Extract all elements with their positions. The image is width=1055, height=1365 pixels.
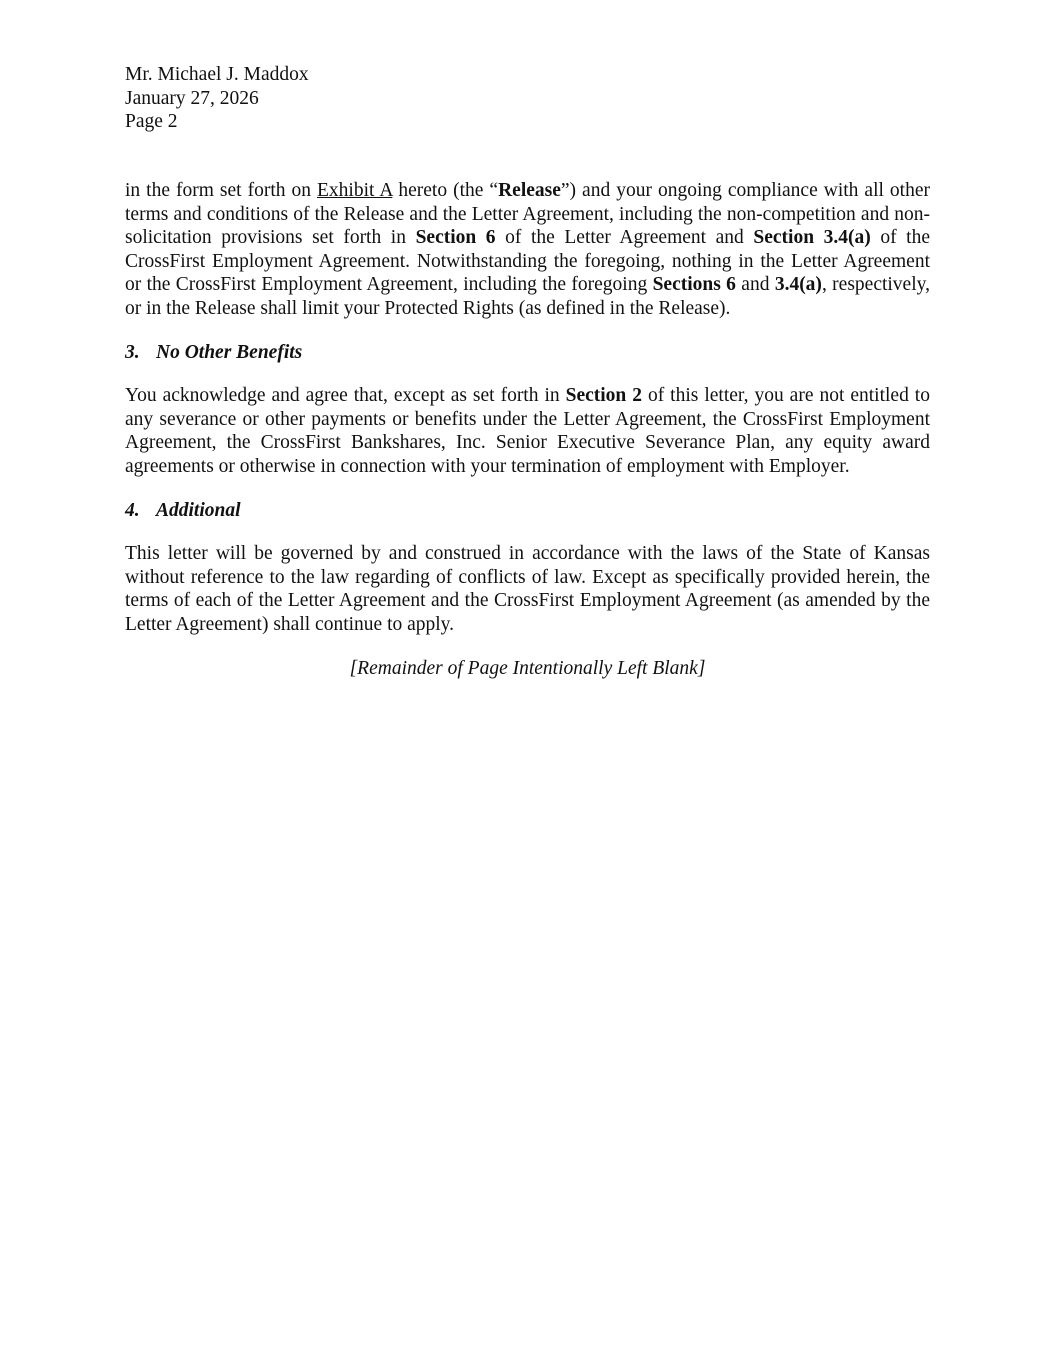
sub-3-4a-reference: 3.4(a) [774,274,822,296]
section-4-paragraph: This letter will be governed by and construed in accordance with the laws of the State of Kansas without reference to the law regarding of conflicts of law. Except as specifically provided herein, the terms of each of the Letter Agreement and the CrossFirst Employment Agreement (as amended by the Letter Agreement) shall continue to apply. [125,543,930,635]
section-3-4a-reference: Section 3.4(a) [753,227,871,249]
recipient-name: Mr. Michael J. Maddox [125,64,309,85]
page-number: Page 2 [125,111,178,132]
release-defined-term: Release [498,180,561,201]
sections-6-reference: Sections 6 [652,274,736,296]
text-run: and [735,274,775,296]
section-2-reference: Section 2 [565,385,642,407]
exhibit-a-reference: Exhibit A [317,180,393,201]
text-run: hereto (the “ [392,180,499,201]
section-3-heading [125,341,930,365]
text-run: of the Letter Agreement and [495,227,754,249]
section-4-number: 4. [125,499,140,521]
letter-body [125,179,930,680]
text-run: in the form set forth on [125,180,317,201]
release-paragraph [125,179,930,321]
text-run: of the CrossFirst Employment Agreement. Notwithstanding the foregoing, nothing in the Letter Agreement or the CrossFirst Employment Agreement, including the foregoing [125,227,930,296]
section-3-number: 3. [125,341,140,363]
section-3-title: No Other Benefits [156,341,303,363]
text-run: of this letter, you are not entitled to any severance or other payments or benefits under the Letter Agreement, the CrossFirst Employment Agreement, the CrossFirst Bankshares, Inc. Senior Executive Severance Plan, any equity award agreements or otherwise in connection with your termination of employment with Employer. [125,385,930,477]
section-3-paragraph [125,384,930,478]
letter-header [125,63,309,134]
letter-date: January 27, 2026 [125,87,259,109]
text-run: ”) and your ongoing compliance with all other terms and conditions of the Release and the Letter Agreement, including the non-competition and non-solicitation provisions set forth in [125,180,930,249]
section-4-title: Additional [156,499,241,521]
text-run: You acknowledge and agree that, except as set forth in [125,385,566,407]
remainder-blank-note: [Remainder of Page Intentionally Left Blank] [349,657,706,679]
section-6-reference: Section 6 [415,227,496,249]
text-run: , respectively, or in the Release shall limit your Protected Rights (as defined in the Release). [125,274,930,319]
section-4-heading [125,499,930,523]
